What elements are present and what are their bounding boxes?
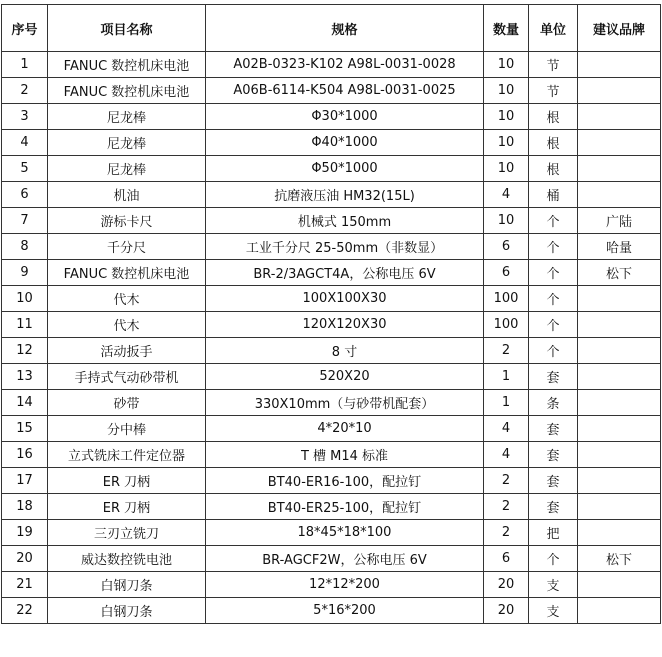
cell-index: 8 <box>2 234 48 260</box>
header-spec: 规格 <box>206 5 484 52</box>
cell-spec: 4*20*10 <box>206 416 484 442</box>
cell-spec: 机械式 150mm <box>206 208 484 234</box>
cell-quantity: 10 <box>484 156 529 182</box>
cell-quantity: 6 <box>484 546 529 572</box>
cell-brand <box>578 338 661 364</box>
cell-quantity: 10 <box>484 208 529 234</box>
cell-brand <box>578 104 661 130</box>
cell-index: 15 <box>2 416 48 442</box>
cell-spec: 工业千分尺 25-50mm（非数显） <box>206 234 484 260</box>
table-row <box>2 182 661 208</box>
cell-spec: 18*45*18*100 <box>206 520 484 546</box>
cell-unit: 个 <box>529 312 578 338</box>
header-unit: 单位 <box>529 5 578 52</box>
cell-quantity: 6 <box>484 234 529 260</box>
table-row <box>2 286 661 312</box>
cell-brand <box>578 390 661 416</box>
cell-spec: 抗磨液压油 HM32(15L) <box>206 182 484 208</box>
cell-item-name: 三刃立铣刀 <box>48 520 206 546</box>
cell-quantity: 2 <box>484 520 529 546</box>
cell-spec: 520X20 <box>206 364 484 390</box>
cell-spec: 5*16*200 <box>206 598 484 624</box>
cell-spec: BT40-ER25-100，配拉钉 <box>206 494 484 520</box>
table-row <box>2 104 661 130</box>
cell-brand <box>578 520 661 546</box>
cell-quantity: 10 <box>484 78 529 104</box>
cell-unit: 套 <box>529 442 578 468</box>
cell-brand <box>578 416 661 442</box>
cell-item-name: 白钢刀条 <box>48 598 206 624</box>
cell-index: 19 <box>2 520 48 546</box>
cell-item-name: 千分尺 <box>48 234 206 260</box>
cell-unit: 套 <box>529 364 578 390</box>
cell-unit: 个 <box>529 208 578 234</box>
cell-brand <box>578 182 661 208</box>
table-row <box>2 598 661 624</box>
cell-index: 20 <box>2 546 48 572</box>
cell-index: 11 <box>2 312 48 338</box>
cell-quantity: 10 <box>484 52 529 78</box>
table-row <box>2 364 661 390</box>
cell-item-name: 活动扳手 <box>48 338 206 364</box>
cell-item-name: 代木 <box>48 312 206 338</box>
cell-index: 13 <box>2 364 48 390</box>
cell-index: 21 <box>2 572 48 598</box>
cell-index: 12 <box>2 338 48 364</box>
cell-brand: 广陆 <box>578 208 661 234</box>
cell-unit: 个 <box>529 286 578 312</box>
table-row <box>2 546 661 572</box>
cell-index: 2 <box>2 78 48 104</box>
cell-quantity: 2 <box>484 494 529 520</box>
cell-quantity: 100 <box>484 312 529 338</box>
cell-item-name: 尼龙棒 <box>48 104 206 130</box>
cell-quantity: 20 <box>484 572 529 598</box>
cell-item-name: 白钢刀条 <box>48 572 206 598</box>
table-row <box>2 52 661 78</box>
cell-spec: 120X120X30 <box>206 312 484 338</box>
cell-item-name: ER 刀柄 <box>48 468 206 494</box>
cell-index: 22 <box>2 598 48 624</box>
table-row <box>2 520 661 546</box>
header-index: 序号 <box>2 5 48 52</box>
cell-quantity: 2 <box>484 338 529 364</box>
cell-spec: BR-AGCF2W，公称电压 6V <box>206 546 484 572</box>
cell-unit: 支 <box>529 598 578 624</box>
cell-item-name: 手持式气动砂带机 <box>48 364 206 390</box>
cell-item-name: ER 刀柄 <box>48 494 206 520</box>
cell-item-name: FANUC 数控机床电池 <box>48 260 206 286</box>
table-row <box>2 338 661 364</box>
cell-quantity: 2 <box>484 468 529 494</box>
table-row <box>2 390 661 416</box>
cell-index: 1 <box>2 52 48 78</box>
cell-quantity: 100 <box>484 286 529 312</box>
cell-unit: 套 <box>529 416 578 442</box>
cell-brand: 松下 <box>578 260 661 286</box>
cell-quantity: 10 <box>484 130 529 156</box>
table-row <box>2 468 661 494</box>
cell-quantity: 6 <box>484 260 529 286</box>
cell-quantity: 4 <box>484 416 529 442</box>
cell-quantity: 4 <box>484 442 529 468</box>
cell-brand <box>578 312 661 338</box>
cell-spec: 100X100X30 <box>206 286 484 312</box>
cell-brand <box>578 286 661 312</box>
table-row <box>2 312 661 338</box>
cell-index: 9 <box>2 260 48 286</box>
cell-spec: A06B-6114-K504 A98L-0031-0025 <box>206 78 484 104</box>
cell-brand: 哈量 <box>578 234 661 260</box>
cell-unit: 桶 <box>529 182 578 208</box>
cell-item-name: FANUC 数控机床电池 <box>48 78 206 104</box>
cell-index: 4 <box>2 130 48 156</box>
header-brand: 建议品牌 <box>578 5 661 52</box>
cell-spec: Φ40*1000 <box>206 130 484 156</box>
cell-item-name: 分中棒 <box>48 416 206 442</box>
table-row <box>2 78 661 104</box>
cell-item-name: 代木 <box>48 286 206 312</box>
cell-index: 16 <box>2 442 48 468</box>
cell-brand <box>578 598 661 624</box>
header-quantity: 数量 <box>484 5 529 52</box>
header-item-name: 项目名称 <box>48 5 206 52</box>
cell-index: 10 <box>2 286 48 312</box>
cell-spec: Φ30*1000 <box>206 104 484 130</box>
cell-brand <box>578 364 661 390</box>
cell-brand <box>578 494 661 520</box>
cell-spec: A02B-0323-K102 A98L-0031-0028 <box>206 52 484 78</box>
cell-unit: 根 <box>529 130 578 156</box>
cell-unit: 根 <box>529 156 578 182</box>
table-row <box>2 234 661 260</box>
cell-brand <box>578 442 661 468</box>
cell-brand <box>578 468 661 494</box>
table-header <box>2 5 661 52</box>
cell-item-name: 尼龙棒 <box>48 156 206 182</box>
cell-spec: 8 寸 <box>206 338 484 364</box>
table-row <box>2 260 661 286</box>
cell-spec: 330X10mm（与砂带机配套） <box>206 390 484 416</box>
cell-index: 7 <box>2 208 48 234</box>
procurement-table <box>1 4 661 624</box>
cell-item-name: FANUC 数控机床电池 <box>48 52 206 78</box>
cell-spec: Φ50*1000 <box>206 156 484 182</box>
table-body <box>2 52 661 624</box>
cell-unit: 个 <box>529 260 578 286</box>
cell-unit: 节 <box>529 52 578 78</box>
cell-brand <box>578 156 661 182</box>
cell-quantity: 4 <box>484 182 529 208</box>
table-row <box>2 208 661 234</box>
cell-unit: 条 <box>529 390 578 416</box>
cell-quantity: 10 <box>484 104 529 130</box>
cell-item-name: 砂带 <box>48 390 206 416</box>
cell-unit: 节 <box>529 78 578 104</box>
cell-index: 3 <box>2 104 48 130</box>
cell-unit: 套 <box>529 468 578 494</box>
cell-quantity: 20 <box>484 598 529 624</box>
cell-unit: 个 <box>529 234 578 260</box>
cell-brand <box>578 572 661 598</box>
cell-brand <box>578 78 661 104</box>
cell-index: 6 <box>2 182 48 208</box>
table-row <box>2 416 661 442</box>
cell-index: 5 <box>2 156 48 182</box>
cell-spec: T 槽 M14 标准 <box>206 442 484 468</box>
cell-quantity: 1 <box>484 364 529 390</box>
cell-index: 14 <box>2 390 48 416</box>
table-row <box>2 494 661 520</box>
cell-unit: 支 <box>529 572 578 598</box>
cell-item-name: 立式铣床工件定位器 <box>48 442 206 468</box>
cell-index: 17 <box>2 468 48 494</box>
cell-spec: BR-2/3AGCT4A，公称电压 6V <box>206 260 484 286</box>
table-row <box>2 156 661 182</box>
cell-brand <box>578 130 661 156</box>
table-row <box>2 572 661 598</box>
cell-unit: 套 <box>529 494 578 520</box>
table-row <box>2 442 661 468</box>
cell-item-name: 尼龙棒 <box>48 130 206 156</box>
cell-brand <box>578 52 661 78</box>
cell-unit: 个 <box>529 546 578 572</box>
cell-item-name: 游标卡尺 <box>48 208 206 234</box>
cell-unit: 个 <box>529 338 578 364</box>
cell-quantity: 1 <box>484 390 529 416</box>
cell-index: 18 <box>2 494 48 520</box>
cell-unit: 把 <box>529 520 578 546</box>
cell-brand: 松下 <box>578 546 661 572</box>
cell-spec: 12*12*200 <box>206 572 484 598</box>
cell-item-name: 机油 <box>48 182 206 208</box>
header-row <box>2 5 661 52</box>
cell-unit: 根 <box>529 104 578 130</box>
cell-spec: BT40-ER16-100，配拉钉 <box>206 468 484 494</box>
cell-item-name: 威达数控铣电池 <box>48 546 206 572</box>
table-row <box>2 130 661 156</box>
